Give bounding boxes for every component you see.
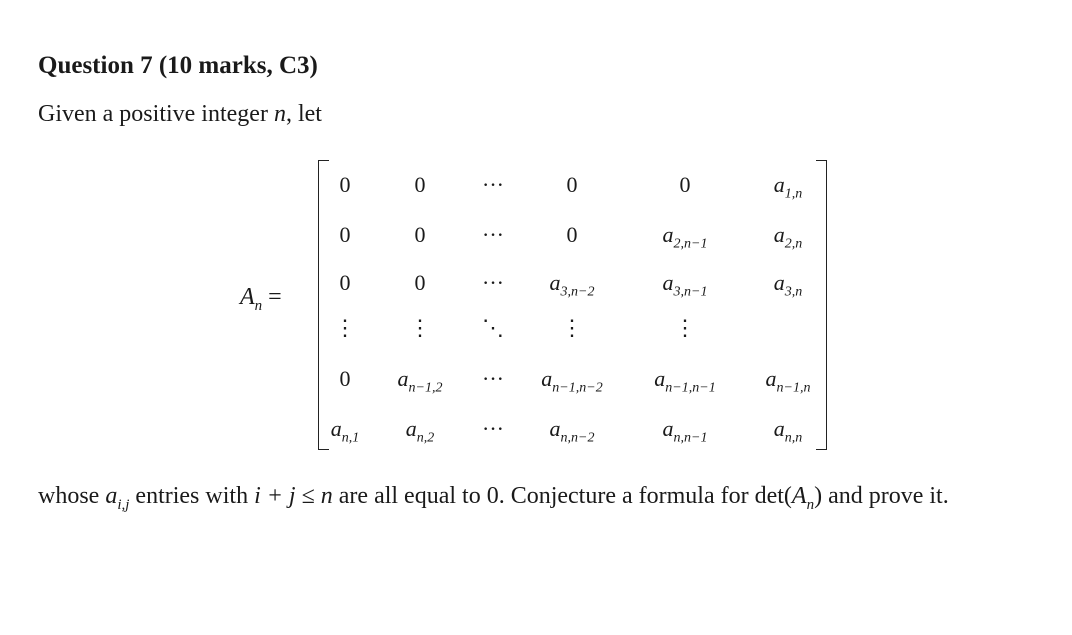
entry-subscript: n,1: [341, 430, 360, 446]
entry-letter: a: [662, 222, 674, 247]
entry-subscript: 3,n−1: [673, 284, 708, 300]
statement-text: entries with: [129, 483, 255, 509]
matrix-cell: [522, 367, 622, 400]
matrix-cell: ⋮: [674, 315, 696, 340]
entry-letter: a: [662, 416, 674, 441]
entry-subscript: n−1,n−2: [552, 380, 603, 396]
entry-letter: a: [654, 366, 666, 391]
matrix-cell: [738, 367, 838, 400]
entry-letter: a: [773, 172, 785, 197]
entry-letter: a: [549, 416, 561, 441]
entry-subscript: n−1,n−1: [665, 380, 716, 396]
matrix-cell: [738, 417, 838, 450]
entry-subscript: n,n−1: [673, 430, 708, 446]
entry-subscript: 2,n: [784, 236, 803, 252]
entry-letter: a: [773, 416, 785, 441]
matrix-cell: [522, 271, 622, 304]
lhs-subscript: n: [254, 297, 263, 314]
matrix-cell: [738, 271, 838, 304]
matrix-cell: 0: [679, 172, 691, 197]
matrix-cell: 0: [414, 172, 426, 197]
matrix-cell: 0: [339, 366, 351, 391]
condition-math: i + j ≤ n: [254, 483, 333, 509]
matrix-cell: [738, 173, 838, 206]
entry-symbol-subscript: i,j: [117, 496, 130, 513]
entry-letter: a: [397, 366, 409, 391]
statement-paragraph: [38, 472, 1048, 529]
intro-suffix: , let: [285, 101, 322, 127]
entry-symbol: a: [105, 483, 118, 509]
intro-prefix: Given a positive integer: [38, 101, 274, 127]
matrix-cell: [635, 367, 735, 400]
entry-subscript: n,2: [416, 430, 435, 446]
matrix-cell: 0: [339, 270, 351, 295]
det-operator: det(: [754, 483, 792, 509]
entry-subscript: 3,n−2: [560, 284, 595, 300]
det-matrix-symbol: A: [791, 483, 807, 509]
matrix-cell: ···: [482, 416, 504, 441]
statement-text: and prove it.: [822, 483, 949, 509]
entry-subscript: n−1,n: [776, 380, 811, 396]
matrix-cell: [635, 417, 735, 450]
entry-subscript: 3,n: [784, 284, 803, 300]
matrix-cell: [738, 223, 838, 256]
lhs-equals: =: [268, 284, 282, 310]
matrix-cell: ···: [482, 172, 504, 197]
matrix-cell: ···: [482, 366, 504, 391]
matrix-cell: [635, 223, 735, 256]
matrix-cell: 0: [566, 172, 578, 197]
entry-letter: a: [773, 222, 785, 247]
entry-subscript: 2,n−1: [673, 236, 708, 252]
entry-letter: a: [765, 366, 777, 391]
matrix-cell: 0: [414, 270, 426, 295]
matrix-left-bracket: [318, 160, 329, 450]
matrix-cell: [522, 417, 622, 450]
statement-text: whose: [38, 483, 106, 509]
matrix-cell: [635, 271, 735, 304]
entry-subscript: n−1,2: [408, 380, 443, 396]
intro-variable: n: [273, 101, 286, 127]
det-close: ): [814, 483, 823, 509]
statement-text: are all equal to 0. Conjecture a formula for: [332, 483, 755, 509]
entry-letter: a: [662, 270, 674, 295]
matrix-cell: 0: [339, 172, 351, 197]
matrix-cell: ···: [482, 222, 504, 247]
question-heading: Question 7 (10 marks, C3): [38, 52, 318, 79]
matrix-cell: 0: [414, 222, 426, 247]
entry-subscript: 1,n: [784, 186, 803, 202]
entry-letter: a: [549, 270, 561, 295]
matrix-cell: ⋱: [482, 315, 504, 340]
entry-subscript: n,n−2: [560, 430, 595, 446]
matrix-cell: ⋮: [561, 315, 583, 340]
intro-line: [38, 101, 322, 128]
matrix-lhs: [240, 284, 282, 315]
matrix-cell: ⋮: [334, 315, 356, 340]
lhs-symbol: A: [240, 284, 255, 310]
entry-letter: a: [773, 270, 785, 295]
det-matrix-subscript: n: [806, 496, 815, 513]
entry-subscript: n,n: [784, 430, 803, 446]
matrix-cell: 0: [339, 222, 351, 247]
matrix-cell: ⋮: [409, 315, 431, 340]
entry-letter: a: [541, 366, 553, 391]
entry-letter: a: [405, 416, 417, 441]
matrix-cell: ···: [482, 270, 504, 295]
matrix-cell: 0: [566, 222, 578, 247]
entry-letter: a: [330, 416, 342, 441]
